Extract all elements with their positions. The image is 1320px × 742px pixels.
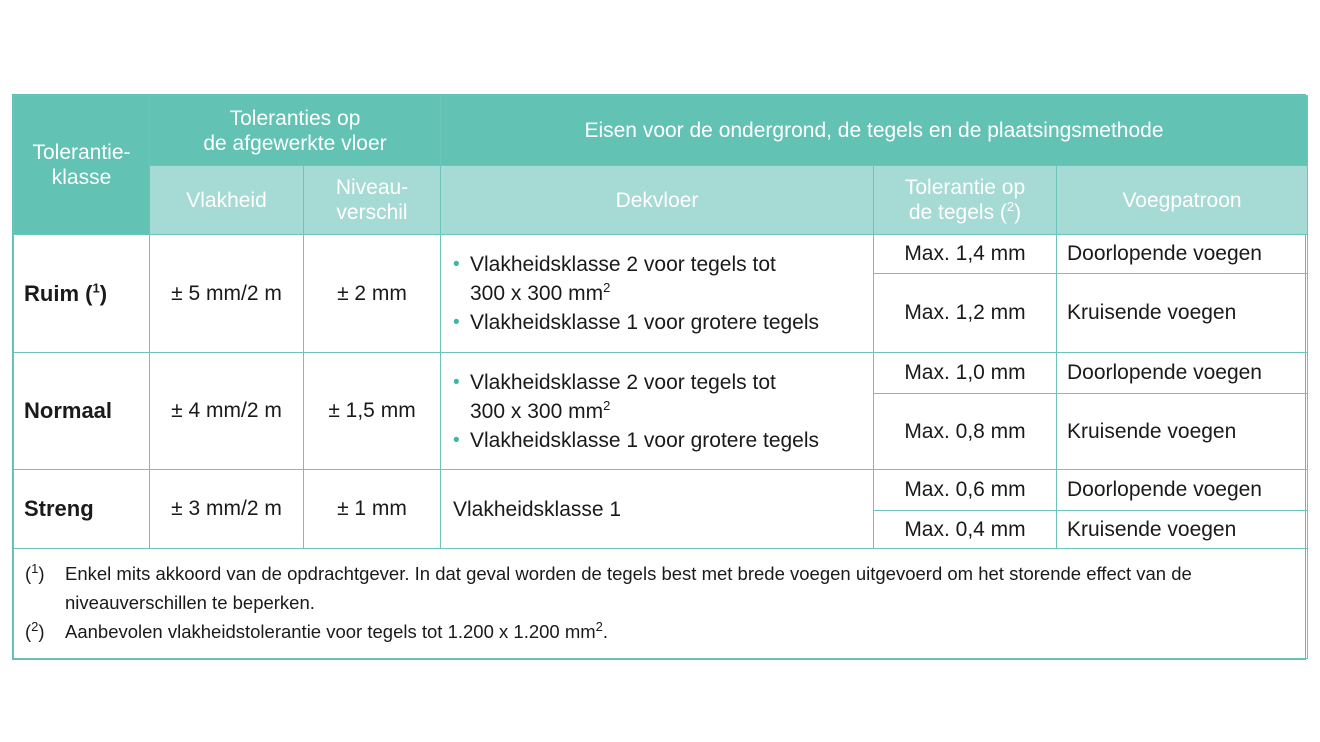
tile-tolerance-cell: Max. 0,4 mm xyxy=(874,511,1057,549)
footnote-2 xyxy=(25,617,1295,646)
header-floor-line2: de afgewerkte vloer xyxy=(203,131,387,155)
list-item: • Vlakheidsklasse 2 voor tegels tot xyxy=(453,368,873,397)
tile-tolerance-cell: Max. 1,0 mm xyxy=(874,353,1057,394)
header-level-line1: Niveau- xyxy=(335,176,409,199)
list-item: • Vlakheidsklasse 2 voor tegels tot xyxy=(453,250,873,279)
class-cell: Normaal xyxy=(14,353,150,470)
header-flatness: Vlakheid xyxy=(150,166,304,235)
joint-pattern-cell: Doorlopende voegen xyxy=(1057,235,1308,274)
header-class-line1: Tolerantie- xyxy=(32,141,131,164)
header-row-sub xyxy=(14,166,1308,235)
header-floor-tolerances xyxy=(150,96,441,166)
bullet-icon: • xyxy=(453,429,460,451)
joint-pattern-cell: Doorlopende voegen xyxy=(1057,353,1308,394)
table-row xyxy=(14,353,1308,394)
tolerance-table xyxy=(13,95,1308,659)
footnote-text: Aanbevolen vlakheidstolerantie voor tegels tot 1.200 x 1.200 $mm^2$. xyxy=(65,618,609,642)
level-cell: ± 1 mm xyxy=(304,470,441,549)
footnote-mark: ($^1$) xyxy=(25,560,45,584)
bullet-icon: • xyxy=(453,254,460,275)
joint-pattern-cell: Kruisende voegen xyxy=(1057,511,1308,549)
footnotes xyxy=(14,549,1308,659)
list-item: • Vlakheidsklasse 1 voor grotere tegels xyxy=(453,426,873,455)
joint-pattern-cell: Kruisende voegen xyxy=(1057,274,1308,353)
header-floor-line1: Toleranties op xyxy=(229,106,361,130)
header-joint-pattern: Voegpatroon xyxy=(1057,166,1308,235)
screed-cell: Vlakheidsklasse 1 xyxy=(441,470,874,549)
footnote-mark: ($^2$) xyxy=(25,618,45,642)
header-tile-tol-line2: de tegels ($^2$) xyxy=(908,199,1022,224)
footnote-1 xyxy=(25,559,1295,617)
list-item-continuation: 300 x 300 $mm^2$ xyxy=(470,397,611,423)
header-requirements: Eisen voor de ondergrond, de tegels en de plaatsingsmethode xyxy=(441,96,1308,166)
level-cell: ± 1,5 mm xyxy=(304,353,441,470)
footnote-row xyxy=(14,549,1308,659)
joint-pattern-cell: Doorlopende voegen xyxy=(1057,470,1308,511)
table-row xyxy=(14,470,1308,511)
tile-tolerance-cell: Max. 0,6 mm xyxy=(874,470,1057,511)
header-screed: Dekvloer xyxy=(441,166,874,235)
header-class xyxy=(14,96,150,235)
class-cell: Streng xyxy=(14,470,150,549)
class-cell: Ruim ($^1$) xyxy=(14,235,150,353)
list-item: • Vlakheidsklasse 1 voor grotere tegels xyxy=(453,308,873,337)
screed-cell xyxy=(441,235,874,353)
joint-pattern-cell: Kruisende voegen xyxy=(1057,394,1308,470)
screed-cell xyxy=(441,353,874,470)
flatness-cell: ± 3 mm/2 m xyxy=(150,470,304,549)
header-class-line2: klasse xyxy=(51,166,112,189)
header-tile-tolerance xyxy=(874,166,1057,235)
footnote-text: Enkel mits akkoord van de opdrachtgever. In dat geval worden de tegels best met brede voegen uitgevoerd om het storende effect van de niveauverschillen te beperken. xyxy=(65,563,1192,613)
flatness-cell: ± 5 mm/2 m xyxy=(150,235,304,353)
tile-tolerance-cell: Max. 1,4 mm xyxy=(874,235,1057,274)
flatness-cell: ± 4 mm/2 m xyxy=(150,353,304,470)
tolerance-table-frame xyxy=(12,94,1306,660)
tile-tolerance-cell: Max. 0,8 mm xyxy=(874,394,1057,470)
bullet-icon: • xyxy=(453,371,460,393)
header-level-line2: verschil xyxy=(336,201,408,224)
header-level-difference xyxy=(304,166,441,235)
header-tile-tol-line1: Tolerantie op xyxy=(904,176,1026,199)
table-row xyxy=(14,235,1308,274)
bullet-icon: • xyxy=(453,312,460,333)
list-item-continuation: 300 x 300 $mm^2$ xyxy=(470,280,611,305)
header-row-top xyxy=(14,96,1308,166)
level-cell: ± 2 mm xyxy=(304,235,441,353)
tile-tolerance-cell: Max. 1,2 mm xyxy=(874,274,1057,353)
